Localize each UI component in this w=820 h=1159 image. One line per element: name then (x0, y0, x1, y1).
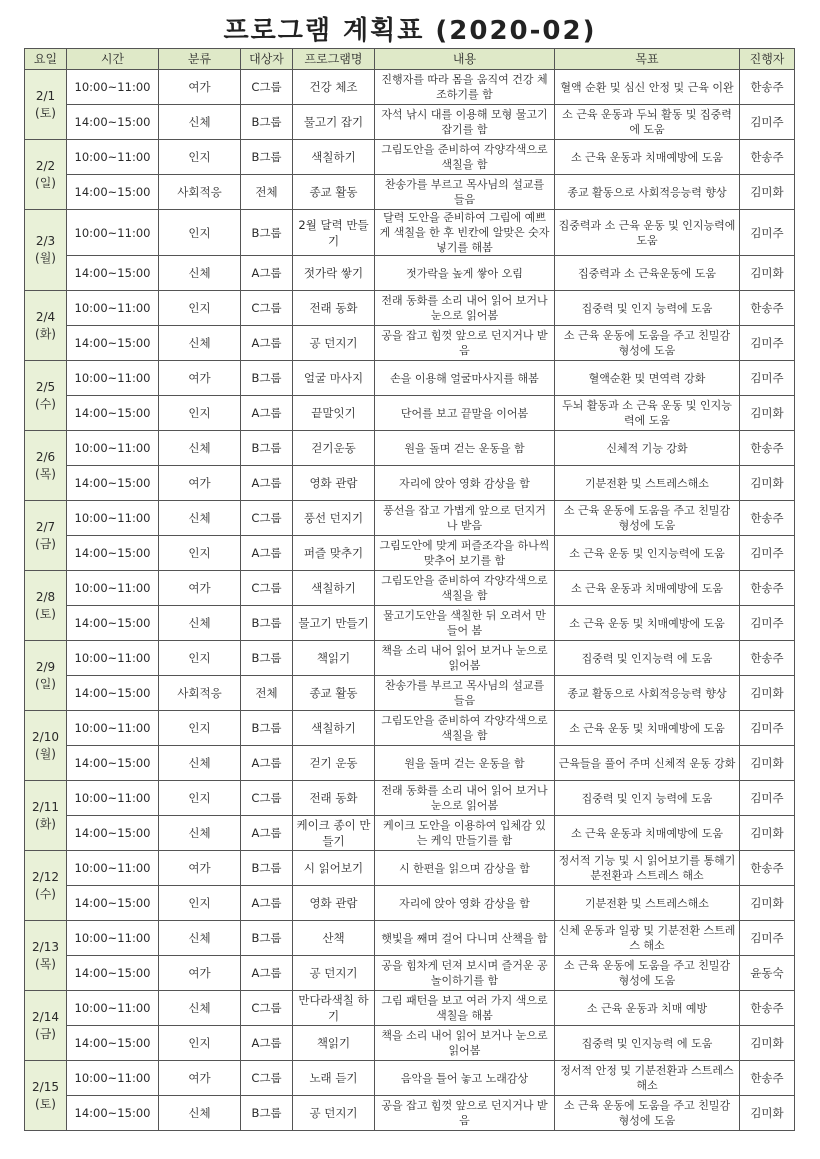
table-row (25, 1096, 795, 1131)
category-cell: 여가 (159, 361, 241, 396)
table-row (25, 501, 795, 536)
program-cell: 얼굴 마사지 (293, 361, 375, 396)
table-row (25, 816, 795, 851)
target-cell: 전체 (241, 175, 293, 210)
leader-cell: 김미주 (740, 606, 795, 641)
header-content: 내용 (375, 49, 555, 70)
category-cell: 신체 (159, 991, 241, 1026)
target-cell: B그룹 (241, 140, 293, 175)
program-cell: 종교 활동 (293, 175, 375, 210)
program-cell: 물고기 만들기 (293, 606, 375, 641)
day-weekday: (화) (35, 326, 56, 341)
table-row (25, 1026, 795, 1061)
goal-cell: 두뇌 활동과 소 근육 운동 및 인지능력에 도움 (555, 396, 740, 431)
day-weekday: (금) (35, 536, 56, 551)
day-weekday: (금) (35, 1026, 56, 1041)
day-weekday: (토) (35, 1096, 56, 1111)
category-cell: 신체 (159, 606, 241, 641)
program-cell: 색칠하기 (293, 571, 375, 606)
time-cell: 10:00~11:00 (67, 140, 159, 175)
table-row (25, 536, 795, 571)
program-schedule-table (24, 48, 795, 1131)
category-cell: 인지 (159, 291, 241, 326)
leader-cell: 김미주 (740, 210, 795, 256)
program-cell: 물고기 잡기 (293, 105, 375, 140)
goal-cell: 집중력 및 인지능력 에 도움 (555, 1026, 740, 1061)
day-date: 2/5 (35, 379, 56, 394)
time-cell: 10:00~11:00 (67, 501, 159, 536)
day-cell (25, 210, 67, 291)
table-row (25, 991, 795, 1026)
target-cell: C그룹 (241, 501, 293, 536)
goal-cell: 소 근육 운동과 두뇌 활동 및 집중력에 도움 (555, 105, 740, 140)
leader-cell: 한송주 (740, 501, 795, 536)
target-cell: C그룹 (241, 571, 293, 606)
day-cell (25, 1061, 67, 1131)
program-cell: 건강 체조 (293, 70, 375, 105)
time-cell: 14:00~15:00 (67, 816, 159, 851)
goal-cell: 종교 활동으로 사회적응능력 향상 (555, 676, 740, 711)
category-cell: 신체 (159, 746, 241, 781)
target-cell: A그룹 (241, 326, 293, 361)
table-header-row (25, 49, 795, 70)
leader-cell: 김미주 (740, 536, 795, 571)
content-cell: 자리에 앉아 영화 감상을 함 (375, 466, 555, 501)
content-cell: 전래 동화를 소리 내어 읽어 보거나 눈으로 읽어봄 (375, 291, 555, 326)
day-weekday: (목) (35, 956, 56, 971)
content-cell: 자석 낚시 대를 이용해 모형 물고기잡기를 함 (375, 105, 555, 140)
target-cell: B그룹 (241, 641, 293, 676)
goal-cell: 집중력과 소 근육 운동 및 인지능력에 도움 (555, 210, 740, 256)
target-cell: A그룹 (241, 746, 293, 781)
target-cell: B그룹 (241, 606, 293, 641)
content-cell: 젓가락을 높게 쌓아 오림 (375, 256, 555, 291)
category-cell: 인지 (159, 210, 241, 256)
goal-cell: 소 근육 운동과 치매예방에 도움 (555, 571, 740, 606)
day-cell (25, 921, 67, 991)
day-weekday: (토) (35, 606, 56, 621)
leader-cell: 한송주 (740, 291, 795, 326)
day-date: 2/10 (32, 729, 59, 744)
table-row (25, 641, 795, 676)
time-cell: 14:00~15:00 (67, 676, 159, 711)
goal-cell: 소 근육 운동 및 인지능력에 도움 (555, 536, 740, 571)
day-cell (25, 851, 67, 921)
category-cell: 여가 (159, 851, 241, 886)
target-cell: A그룹 (241, 256, 293, 291)
goal-cell: 소 근육 운동 및 치매예방에 도움 (555, 606, 740, 641)
content-cell: 공을 잡고 힘껏 앞으로 던지거나 받음 (375, 326, 555, 361)
category-cell: 인지 (159, 781, 241, 816)
leader-cell: 김미화 (740, 175, 795, 210)
day-date: 2/15 (32, 1079, 59, 1094)
time-cell: 10:00~11:00 (67, 571, 159, 606)
day-cell (25, 781, 67, 851)
time-cell: 10:00~11:00 (67, 431, 159, 466)
day-date: 2/14 (32, 1009, 59, 1024)
content-cell: 손을 이용해 얼굴마사지를 해봄 (375, 361, 555, 396)
category-cell: 여가 (159, 70, 241, 105)
content-cell: 햇빛을 째며 걸어 다니며 산책을 함 (375, 921, 555, 956)
day-weekday: (수) (35, 396, 56, 411)
time-cell: 14:00~15:00 (67, 886, 159, 921)
program-cell: 전래 동화 (293, 781, 375, 816)
content-cell: 원을 돌며 걷는 운동을 함 (375, 746, 555, 781)
day-weekday: (토) (35, 105, 56, 120)
leader-cell: 한송주 (740, 1061, 795, 1096)
program-cell: 책읽기 (293, 1026, 375, 1061)
category-cell: 신체 (159, 105, 241, 140)
program-cell: 종교 활동 (293, 676, 375, 711)
time-cell: 14:00~15:00 (67, 606, 159, 641)
category-cell: 인지 (159, 641, 241, 676)
target-cell: B그룹 (241, 711, 293, 746)
category-cell: 신체 (159, 431, 241, 466)
table-row (25, 746, 795, 781)
day-weekday: (월) (35, 746, 56, 761)
target-cell: C그룹 (241, 991, 293, 1026)
leader-cell: 김미화 (740, 396, 795, 431)
leader-cell: 김미화 (740, 746, 795, 781)
program-cell: 풍선 던지기 (293, 501, 375, 536)
goal-cell: 소 근육 운동과 치매예방에 도움 (555, 140, 740, 175)
category-cell: 신체 (159, 1096, 241, 1131)
target-cell: B그룹 (241, 921, 293, 956)
table-row (25, 431, 795, 466)
day-cell (25, 140, 67, 210)
leader-cell: 김미주 (740, 711, 795, 746)
day-cell (25, 431, 67, 501)
table-row (25, 1061, 795, 1096)
content-cell: 그림도안을 준비하여 각양각색으로 색칠을 함 (375, 711, 555, 746)
category-cell: 사회적응 (159, 676, 241, 711)
leader-cell: 김미주 (740, 361, 795, 396)
day-cell (25, 70, 67, 140)
category-cell: 사회적응 (159, 175, 241, 210)
target-cell: C그룹 (241, 70, 293, 105)
content-cell: 자리에 앉아 영화 감상을 함 (375, 886, 555, 921)
target-cell: B그룹 (241, 431, 293, 466)
table-row (25, 291, 795, 326)
goal-cell: 정서적 안정 및 기분전환과 스트레스 해소 (555, 1061, 740, 1096)
goal-cell: 집중력과 소 근육운동에 도움 (555, 256, 740, 291)
program-cell: 케이크 종이 만들기 (293, 816, 375, 851)
target-cell: A그룹 (241, 536, 293, 571)
time-cell: 10:00~11:00 (67, 291, 159, 326)
category-cell: 신체 (159, 256, 241, 291)
content-cell: 케이크 도안을 이용하여 입체감 있는 케익 만들기를 함 (375, 816, 555, 851)
header-target: 대상자 (241, 49, 293, 70)
content-cell: 공을 힘차게 던져 보시며 즐거운 공놀이하기를 함 (375, 956, 555, 991)
target-cell: 전체 (241, 676, 293, 711)
target-cell: A그룹 (241, 816, 293, 851)
goal-cell: 기분전환 및 스트레스해소 (555, 466, 740, 501)
leader-cell: 한송주 (740, 851, 795, 886)
category-cell: 신체 (159, 326, 241, 361)
program-cell: 노래 듣기 (293, 1061, 375, 1096)
category-cell: 신체 (159, 501, 241, 536)
target-cell: B그룹 (241, 361, 293, 396)
table-row (25, 175, 795, 210)
content-cell: 원을 돌며 걷는 운동을 함 (375, 431, 555, 466)
day-date: 2/3 (35, 234, 56, 248)
day-date: 2/7 (35, 519, 56, 534)
leader-cell: 한송주 (740, 431, 795, 466)
leader-cell: 한송주 (740, 991, 795, 1026)
time-cell: 10:00~11:00 (67, 781, 159, 816)
leader-cell: 한송주 (740, 140, 795, 175)
time-cell: 14:00~15:00 (67, 1026, 159, 1061)
table-row (25, 256, 795, 291)
leader-cell: 김미화 (740, 256, 795, 291)
category-cell: 인지 (159, 711, 241, 746)
program-cell: 걷기운동 (293, 431, 375, 466)
category-cell: 여가 (159, 571, 241, 606)
day-date: 2/12 (32, 869, 59, 884)
program-cell: 2월 달력 만들기 (293, 210, 375, 256)
program-cell: 전래 동화 (293, 291, 375, 326)
time-cell: 10:00~11:00 (67, 851, 159, 886)
category-cell: 신체 (159, 921, 241, 956)
program-cell: 공 던지기 (293, 956, 375, 991)
target-cell: B그룹 (241, 1096, 293, 1131)
program-cell: 색칠하기 (293, 140, 375, 175)
target-cell: B그룹 (241, 210, 293, 256)
content-cell: 진행자를 따라 몸을 움직여 건강 체조하기를 함 (375, 70, 555, 105)
day-cell (25, 291, 67, 361)
program-cell: 퍼즐 맞추기 (293, 536, 375, 571)
table-row (25, 396, 795, 431)
goal-cell: 혈액순환 및 면역력 강화 (555, 361, 740, 396)
day-cell (25, 711, 67, 781)
table-row (25, 140, 795, 175)
category-cell: 여가 (159, 466, 241, 501)
day-weekday: (목) (35, 466, 56, 481)
day-date: 2/2 (35, 158, 56, 173)
time-cell: 14:00~15:00 (67, 536, 159, 571)
program-cell: 젓가락 쌓기 (293, 256, 375, 291)
leader-cell: 김미화 (740, 676, 795, 711)
program-cell: 시 읽어보기 (293, 851, 375, 886)
goal-cell: 소 근육 운동에 도움을 주고 친밀감 형성에 도움 (555, 326, 740, 361)
header-weekday: 요일 (25, 49, 67, 70)
table-row (25, 466, 795, 501)
goal-cell: 소 근육 운동과 치매예방에 도움 (555, 816, 740, 851)
table-row (25, 956, 795, 991)
goal-cell: 집중력 및 인지능력 에 도움 (555, 641, 740, 676)
leader-cell: 김미화 (740, 1026, 795, 1061)
leader-cell: 김미주 (740, 105, 795, 140)
goal-cell: 기분전환 및 스트레스해소 (555, 886, 740, 921)
day-cell (25, 641, 67, 711)
goal-cell: 정서적 기능 및 시 읽어보기를 통해기분전환과 스트레스 해소 (555, 851, 740, 886)
time-cell: 10:00~11:00 (67, 361, 159, 396)
day-weekday: (일) (35, 676, 56, 691)
program-cell: 색칠하기 (293, 711, 375, 746)
content-cell: 전래 동화를 소리 내어 읽어 보거나 눈으로 읽어봄 (375, 781, 555, 816)
goal-cell: 소 근육 운동 및 치매예방에 도움 (555, 711, 740, 746)
program-cell: 영화 관람 (293, 466, 375, 501)
time-cell: 14:00~15:00 (67, 956, 159, 991)
category-cell: 여가 (159, 956, 241, 991)
content-cell: 책을 소리 내어 읽어 보거나 눈으로 읽어봄 (375, 641, 555, 676)
program-cell: 산책 (293, 921, 375, 956)
program-cell: 영화 관람 (293, 886, 375, 921)
program-cell: 책읽기 (293, 641, 375, 676)
day-date: 2/11 (32, 799, 59, 814)
goal-cell: 혈액 순환 및 심신 안정 및 근육 이완 (555, 70, 740, 105)
goal-cell: 소 근육 운동에 도움을 주고 친밀감 형성에 도움 (555, 956, 740, 991)
time-cell: 14:00~15:00 (67, 396, 159, 431)
table-row (25, 711, 795, 746)
time-cell: 14:00~15:00 (67, 746, 159, 781)
time-cell: 14:00~15:00 (67, 105, 159, 140)
content-cell: 풍선을 잡고 가볍게 앞으로 던지거나 받음 (375, 501, 555, 536)
header-program: 프로그램명 (293, 49, 375, 70)
leader-cell: 김미화 (740, 1096, 795, 1131)
day-cell (25, 571, 67, 641)
content-cell: 물고기도안을 색칠한 뒤 오려서 만들어 봄 (375, 606, 555, 641)
day-date: 2/13 (32, 939, 59, 954)
goal-cell: 소 근육 운동에 도움을 주고 친밀감 형성에 도움 (555, 501, 740, 536)
leader-cell: 김미화 (740, 816, 795, 851)
program-cell: 끝말잇기 (293, 396, 375, 431)
goal-cell: 신체적 기능 강화 (555, 431, 740, 466)
leader-cell: 한송주 (740, 641, 795, 676)
content-cell: 그림도안을 준비하여 각양각색으로 색칠을 함 (375, 140, 555, 175)
time-cell: 14:00~15:00 (67, 256, 159, 291)
target-cell: B그룹 (241, 851, 293, 886)
goal-cell: 집중력 및 인지 능력에 도움 (555, 291, 740, 326)
category-cell: 인지 (159, 886, 241, 921)
time-cell: 10:00~11:00 (67, 70, 159, 105)
content-cell: 책을 소리 내어 읽어 보거나 눈으로 읽어봄 (375, 1026, 555, 1061)
leader-cell: 김미주 (740, 921, 795, 956)
category-cell: 여가 (159, 1061, 241, 1096)
header-goal: 목표 (555, 49, 740, 70)
program-cell: 공 던지기 (293, 1096, 375, 1131)
category-cell: 인지 (159, 396, 241, 431)
time-cell: 14:00~15:00 (67, 466, 159, 501)
day-date: 2/6 (35, 449, 56, 464)
table-row (25, 781, 795, 816)
day-date: 2/9 (35, 659, 56, 674)
schedule-body (25, 70, 795, 1131)
leader-cell: 윤동숙 (740, 956, 795, 991)
day-date: 2/4 (35, 309, 56, 324)
leader-cell: 김미화 (740, 466, 795, 501)
leader-cell: 김미주 (740, 326, 795, 361)
content-cell: 그림도안에 맞게 퍼즐조각을 하나씩 맞추어 보기를 함 (375, 536, 555, 571)
table-row (25, 361, 795, 396)
content-cell: 단어를 보고 끝말을 이어봄 (375, 396, 555, 431)
goal-cell: 소 근육 운동과 치매 예방 (555, 991, 740, 1026)
table-row (25, 606, 795, 641)
time-cell: 10:00~11:00 (67, 1061, 159, 1096)
target-cell: B그룹 (241, 105, 293, 140)
table-row (25, 571, 795, 606)
goal-cell: 근육들을 풀어 주며 신체적 운동 강화 (555, 746, 740, 781)
table-row (25, 851, 795, 886)
content-cell: 그림 패턴을 보고 여러 가지 색으로 색칠을 해봄 (375, 991, 555, 1026)
time-cell: 14:00~15:00 (67, 175, 159, 210)
day-cell (25, 501, 67, 571)
goal-cell: 신체 운동과 일광 및 기분전환 스트레스 해소 (555, 921, 740, 956)
content-cell: 찬송가를 부르고 목사님의 설교를 들음 (375, 676, 555, 711)
content-cell: 공을 잡고 힘껏 앞으로 던지거나 받음 (375, 1096, 555, 1131)
day-cell (25, 991, 67, 1061)
target-cell: C그룹 (241, 291, 293, 326)
time-cell: 10:00~11:00 (67, 921, 159, 956)
target-cell: A그룹 (241, 466, 293, 501)
day-weekday: (수) (35, 886, 56, 901)
table-row (25, 326, 795, 361)
time-cell: 10:00~11:00 (67, 210, 159, 256)
goal-cell: 집중력 및 인지 능력에 도움 (555, 781, 740, 816)
category-cell: 인지 (159, 536, 241, 571)
target-cell: C그룹 (241, 781, 293, 816)
category-cell: 인지 (159, 1026, 241, 1061)
content-cell: 달력 도안을 준비하여 그림에 예쁘게 색칠을 한 후 빈칸에 알맞은 숫자 넣기를 해봄 (375, 210, 555, 256)
program-cell: 공 던지기 (293, 326, 375, 361)
page-title: 프로그램 계획표 (2020-02) (223, 16, 597, 46)
program-cell: 걷기 운동 (293, 746, 375, 781)
goal-cell: 소 근육 운동에 도움을 주고 친밀감 형성에 도움 (555, 1096, 740, 1131)
header-leader: 진행자 (740, 49, 795, 70)
target-cell: A그룹 (241, 1026, 293, 1061)
day-weekday: (월) (35, 251, 56, 265)
program-cell: 만다라색칠 하기 (293, 991, 375, 1026)
table-row (25, 676, 795, 711)
day-date: 2/1 (35, 88, 56, 103)
target-cell: C그룹 (241, 1061, 293, 1096)
table-row (25, 886, 795, 921)
day-cell (25, 361, 67, 431)
header-category: 분류 (159, 49, 241, 70)
target-cell: A그룹 (241, 396, 293, 431)
table-row (25, 70, 795, 105)
leader-cell: 한송주 (740, 70, 795, 105)
target-cell: A그룹 (241, 956, 293, 991)
leader-cell: 김미화 (740, 886, 795, 921)
time-cell: 14:00~15:00 (67, 1096, 159, 1131)
content-cell: 찬송가를 부르고 목사님의 설교를 들음 (375, 175, 555, 210)
content-cell: 시 한편을 읽으며 감상을 함 (375, 851, 555, 886)
table-row (25, 105, 795, 140)
goal-cell: 종교 활동으로 사회적응능력 향상 (555, 175, 740, 210)
leader-cell: 한송주 (740, 571, 795, 606)
category-cell: 신체 (159, 816, 241, 851)
day-weekday: (화) (35, 816, 56, 831)
content-cell: 그림도안을 준비하여 각양각색으로 색칠을 함 (375, 571, 555, 606)
leader-cell: 김미주 (740, 781, 795, 816)
category-cell: 인지 (159, 140, 241, 175)
table-row (25, 921, 795, 956)
day-weekday: (일) (35, 175, 56, 190)
table-row (25, 210, 795, 256)
target-cell: A그룹 (241, 886, 293, 921)
time-cell: 10:00~11:00 (67, 711, 159, 746)
header-time: 시간 (67, 49, 159, 70)
time-cell: 10:00~11:00 (67, 991, 159, 1026)
content-cell: 음악을 틀어 놓고 노래감상 (375, 1061, 555, 1096)
time-cell: 10:00~11:00 (67, 641, 159, 676)
day-date: 2/8 (35, 589, 56, 604)
time-cell: 14:00~15:00 (67, 326, 159, 361)
